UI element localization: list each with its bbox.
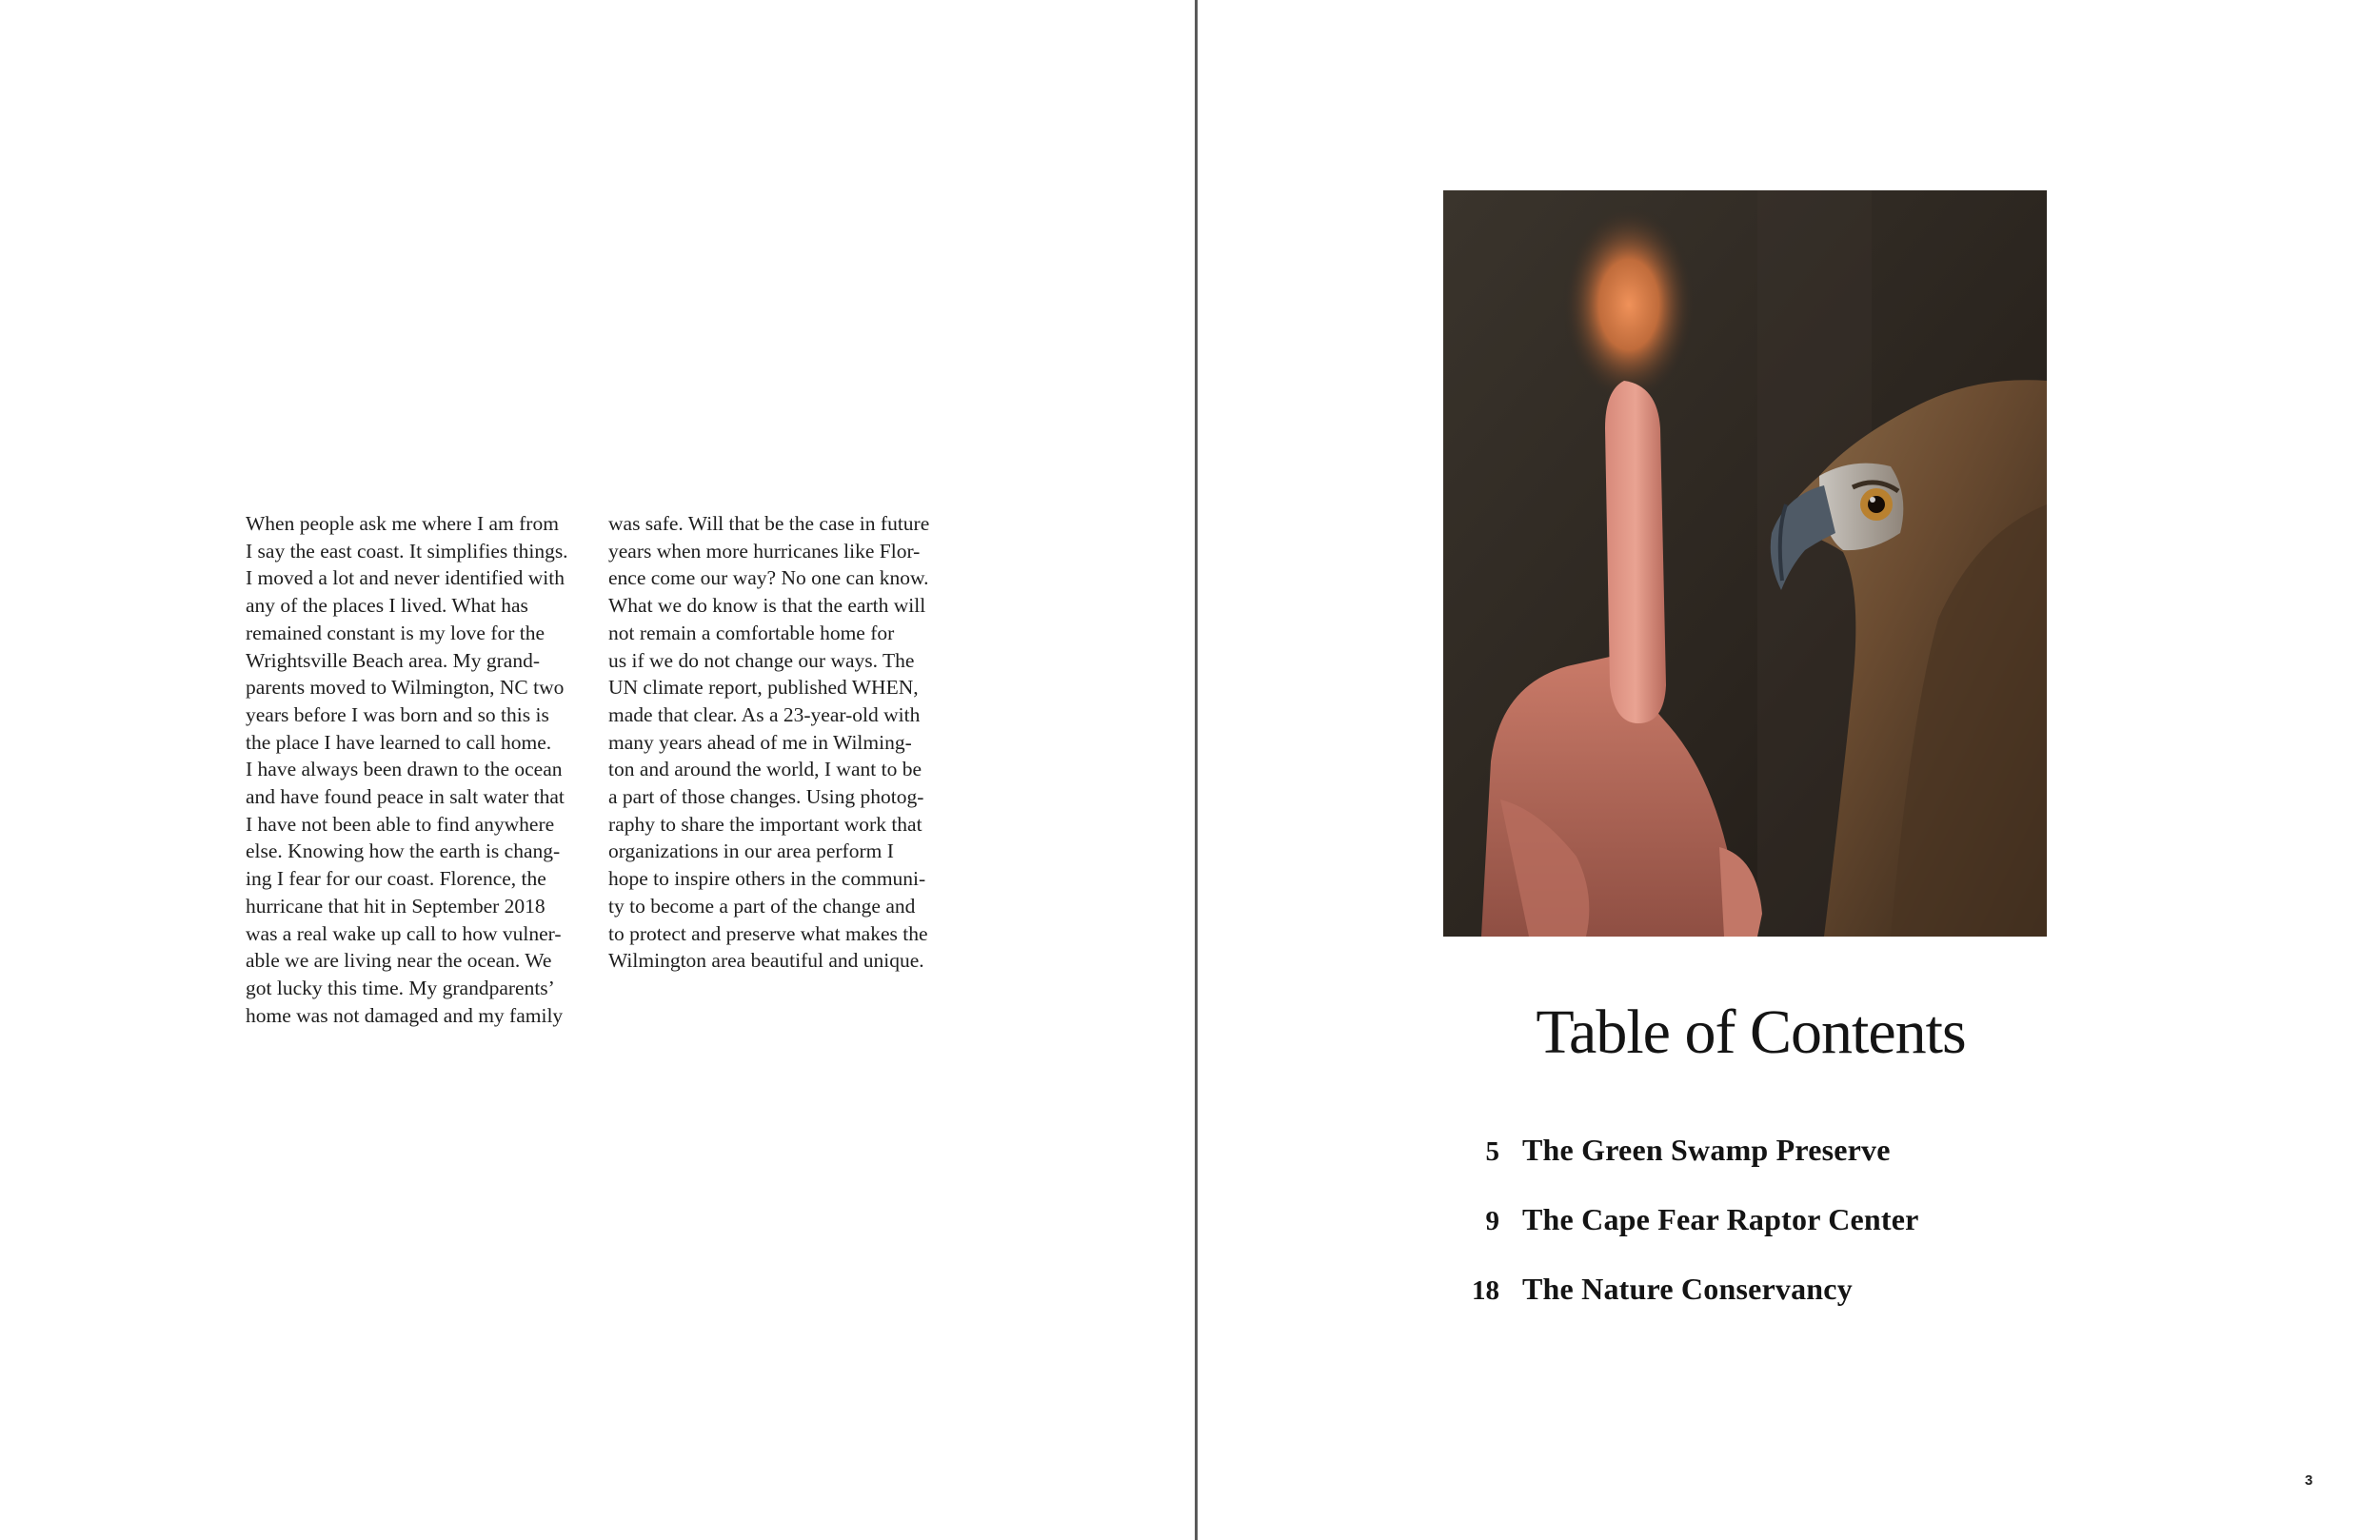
toc-page-number: 18: [1472, 1275, 1499, 1306]
toc-page-number: 5: [1485, 1136, 1499, 1167]
toc-entry-title: The Cape Fear Raptor Center: [1522, 1202, 1919, 1236]
right-page: [1199, 0, 2380, 1540]
hawk-photo: [1443, 190, 2047, 937]
essay-column-2: [608, 510, 953, 975]
essay-text-column-2: was safe. Will that be the case in future years when more hurricanes like Flor- ence come our way? No one can know. What we do know is that the earth will not remain a comfortable home for us if we do not change our ways. The UN climate report, published WHEN, made that clear. As a 23-year-old with many years ahead of me in Wilming- ton and around the world, I want to be a part of those changes. Using photog- raphy to share the important work that organizations in our area perform I hope to inspire others in the communi- ty to become a part of the change and to protect and preserve what makes the Wilmington area beautiful and unique.: [608, 512, 930, 973]
page-gutter: [1195, 0, 1198, 1540]
toc-entry-title: The Green Swamp Preserve: [1522, 1133, 1891, 1167]
toc-item[interactable]: [1456, 1133, 2141, 1202]
toc-item[interactable]: [1456, 1202, 2141, 1272]
hawk-photo-icon: [1443, 190, 2047, 937]
toc-title: Table of Contents: [1536, 997, 1966, 1067]
toc-page-number: 9: [1485, 1206, 1499, 1236]
toc-list: [1456, 1133, 2141, 1341]
toc-entry-title: The Nature Conservancy: [1522, 1272, 1853, 1306]
page-number: 3: [2305, 1472, 2313, 1489]
toc-item[interactable]: [1456, 1272, 2141, 1341]
essay-column-1: [246, 510, 590, 1029]
essay-text-column-1: When people ask me where I am from I say the east coast. It simplifies things. I moved a lot and never identified with any of the places I lived. What has remained constant is my love for the Wrightsville Beach area. My grand- parents moved to Wilmington, NC two years before I was born and so this is the place I have learned to call home. I have always been drawn to the ocean and have found peace in salt water that I have not been able to find anywhere else. Knowing how the earth is chang- ing I fear for our coast. Florence, the hurricane that hit in September 2018 was a real wake up call to how vulner- able we are living near the ocean. We got lucky this time. My grandparents’ home was not damaged and my family: [246, 512, 568, 1027]
